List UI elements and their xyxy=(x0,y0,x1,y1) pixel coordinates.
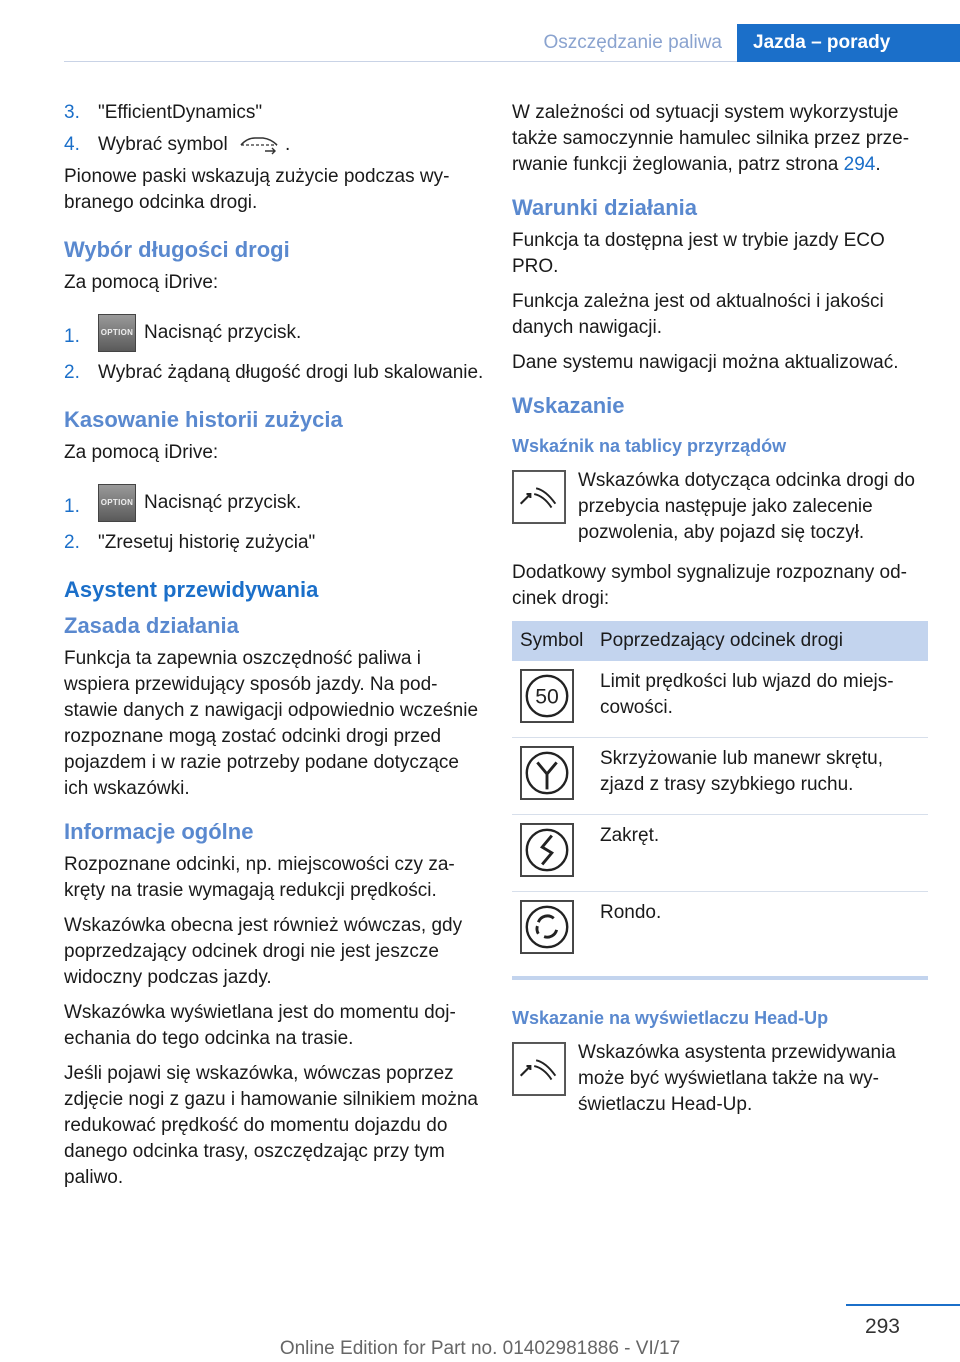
column-header: Symbol xyxy=(512,621,592,661)
heading-route-length: Wybór długości drogi xyxy=(64,237,290,262)
left-column xyxy=(64,100,484,1200)
heading-instrument-cluster: Wskaźnik na tablicy przyrządów xyxy=(512,436,787,456)
idrive-intro: Za pomocą iDrive: xyxy=(64,272,219,293)
symbol-table xyxy=(512,621,928,968)
table-row: 50 Limit prędkości lub wjazd do miejscowości. xyxy=(512,661,928,738)
page-link-294[interactable]: 294 xyxy=(843,154,876,175)
header-chapter: Jazda – porady xyxy=(737,24,960,62)
roundabout-icon xyxy=(520,900,574,954)
list-item: 3. "EfficientDynamics" xyxy=(64,102,263,123)
list-item: 4. Wybrać symbol . xyxy=(64,134,291,155)
steps-list-efficientdynamics xyxy=(64,100,484,158)
table-header-row xyxy=(512,621,928,661)
curve-icon xyxy=(520,823,574,877)
paragraph: Dane systemu nawigacji można aktualizować. xyxy=(512,352,899,373)
heading-general-info: Informacje ogólne xyxy=(64,819,254,844)
header-section: Oszczędzanie paliwa xyxy=(543,32,722,53)
table-row: Rondo. xyxy=(512,892,928,969)
heading-reset-history: Kasowanie historii zużycia xyxy=(64,407,343,432)
table-row: Skrzyżowanie lub manewr skrętu, zjazd z trasy szybkiego ruchu. xyxy=(512,738,928,815)
table-end-rule xyxy=(512,976,928,980)
heading-display: Wskazanie xyxy=(512,393,625,418)
page-number-rule xyxy=(846,1304,960,1306)
paragraph: Dodatkowy symbol sygnalizuje rozpoznany odcinek drogi: xyxy=(512,562,907,609)
idrive-intro: Za pomocą iDrive: xyxy=(64,442,219,463)
coasting-hint-icon xyxy=(512,470,566,524)
svg-text:50: 50 xyxy=(535,685,559,709)
paragraph: Pionowe paski wskazują zużycie podczas wybranego odcinka drogi. xyxy=(64,166,450,213)
heading-conditions: Warunki działania xyxy=(512,195,698,220)
page-number: 293 xyxy=(864,1315,900,1338)
option-button-icon: OPTION xyxy=(98,484,136,522)
paragraph: Wskazówka obecna jest również wówczas, gdy poprzedzający odcinek drogi nie jest jeszcze widoczny podczas jazdy. xyxy=(64,915,463,988)
steps-list-reset xyxy=(64,484,484,556)
steps-list-route xyxy=(64,314,484,386)
heading-head-up-display: Wskazanie na wyświetlaczu Head-Up xyxy=(512,1008,829,1028)
right-column xyxy=(512,100,928,1132)
cluster-hint-row: Wskazówka dotycząca odcinka drogi do przebycia następuje jako zalecenie pozwolenia, aby pojazd się toczył. xyxy=(512,468,928,546)
option-button-icon: OPTION xyxy=(98,314,136,352)
heading-principle: Zasada działania xyxy=(64,613,239,638)
heading-anticipatory-assistant: Asystent przewidywania xyxy=(64,577,319,602)
paragraph: Funkcja ta dostępna jest w trybie jazdy ECO PRO. xyxy=(512,230,885,277)
paragraph: Funkcja zależna jest od aktualności i jakości danych nawigacji. xyxy=(512,291,884,338)
list-item: 1. OPTION Nacisnąć przycisk. xyxy=(64,484,484,524)
hud-hint-row: Wskazówka asystenta przewidywania może być wyświetlana także na wyświetlaczu Head-Up. xyxy=(512,1040,928,1118)
footer-edition: Online Edition for Part no. 01402981886 - VI/17 xyxy=(279,1338,681,1359)
column-header: Poprzedzający odcinek drogi xyxy=(592,621,928,661)
paragraph: W zależności od sytuacji system wykorzystuje także samoczynnie hamulec silnika przez przerwanie funkcji żeglowania, patrz strona 294. xyxy=(512,102,910,175)
junction-icon xyxy=(520,746,574,800)
table-row: Zakręt. xyxy=(512,815,928,892)
paragraph: Funkcja ta zapewnia oszczędność paliwa i wspiera przewidujący sposób jazdy. Na podstawie danych z nawigacji odpowiednio wcześnie rozpoznane mogą zostać odcinki drogi przed pojazdem i w razie potrzeby podane dotyczące ich wskazówki. xyxy=(64,648,479,799)
coasting-hint-icon xyxy=(512,1042,566,1096)
list-item: 2. "Zresetuj historię zużycia" xyxy=(64,532,316,553)
coasting-car-icon xyxy=(237,135,281,155)
paragraph: Rozpoznane odcinki, np. miejscowości czy zakręty na trasie wymagają redukcji prędkości. xyxy=(64,854,455,901)
paragraph: Jeśli pojawi się wskazówka, wówczas poprzez zdjęcie nogi z gazu i hamowanie silnikiem można redukować prędkość do momentu dojazdu do danego odcinka trasy, oszczędzając przy tym paliwo. xyxy=(64,1063,478,1188)
speed-limit-50-icon xyxy=(520,669,574,723)
list-item: 1. OPTION Nacisnąć przycisk. xyxy=(64,314,484,354)
paragraph: Wskazówka wyświetlana jest do momentu dojechania do tego odcinka na trasie. xyxy=(64,1002,456,1049)
list-item: 2. Wybrać żądaną długość drogi lub skalowanie. xyxy=(64,362,484,383)
